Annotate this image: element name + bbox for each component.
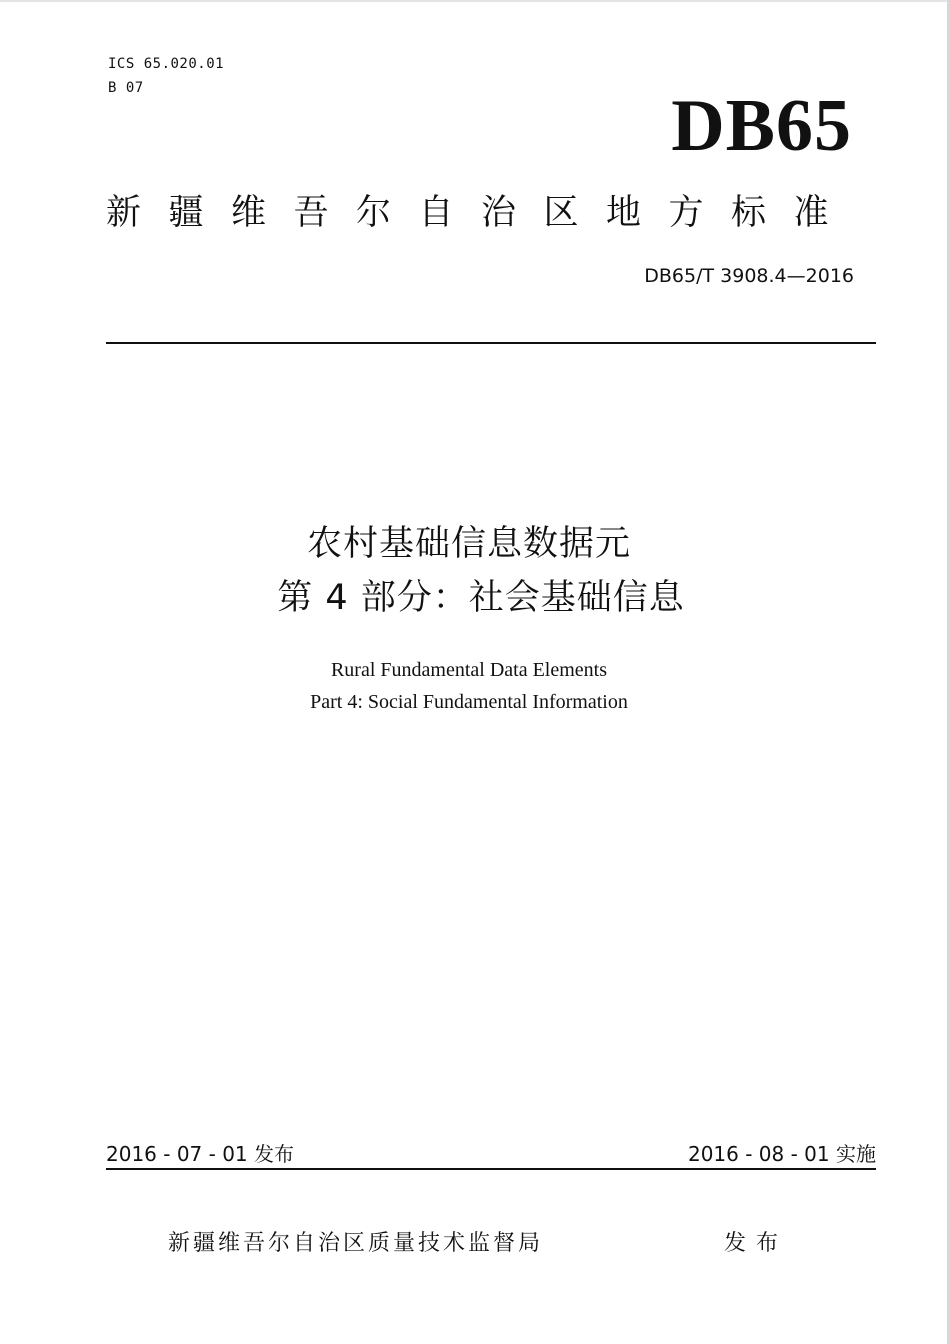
- title-english-line1: Rural Fundamental Data Elements: [330, 659, 608, 681]
- implement-date: 2016 - 08 - 01 实施: [687, 1142, 876, 1166]
- title-chinese-line1: 农村基础信息数据元: [306, 524, 631, 564]
- ccs-code: B 07: [108, 80, 144, 96]
- title-english-line2: Part 4: Social Fundamental Information: [310, 691, 628, 713]
- bottom-divider: [106, 1168, 876, 1170]
- db65-logo: DB65: [671, 85, 852, 167]
- top-divider: [106, 342, 876, 344]
- issue-word: 发布: [724, 1231, 789, 1256]
- issue-date: 2016 - 07 - 01 发布: [106, 1142, 295, 1166]
- issuing-authority: 新疆维吾尔自治区质量技术监督局: [168, 1231, 544, 1256]
- ics-code: ICS 65.020.01: [108, 56, 225, 72]
- scan-edge-top: [0, 0, 950, 2]
- classification-codes: [108, 52, 224, 100]
- standard-number: DB65/T 3908.4—2016: [644, 265, 854, 287]
- standard-type: 新疆维吾尔自治区地方标准: [106, 193, 857, 233]
- title-chinese-line2: 第 4 部分：社会基础信息: [277, 578, 685, 618]
